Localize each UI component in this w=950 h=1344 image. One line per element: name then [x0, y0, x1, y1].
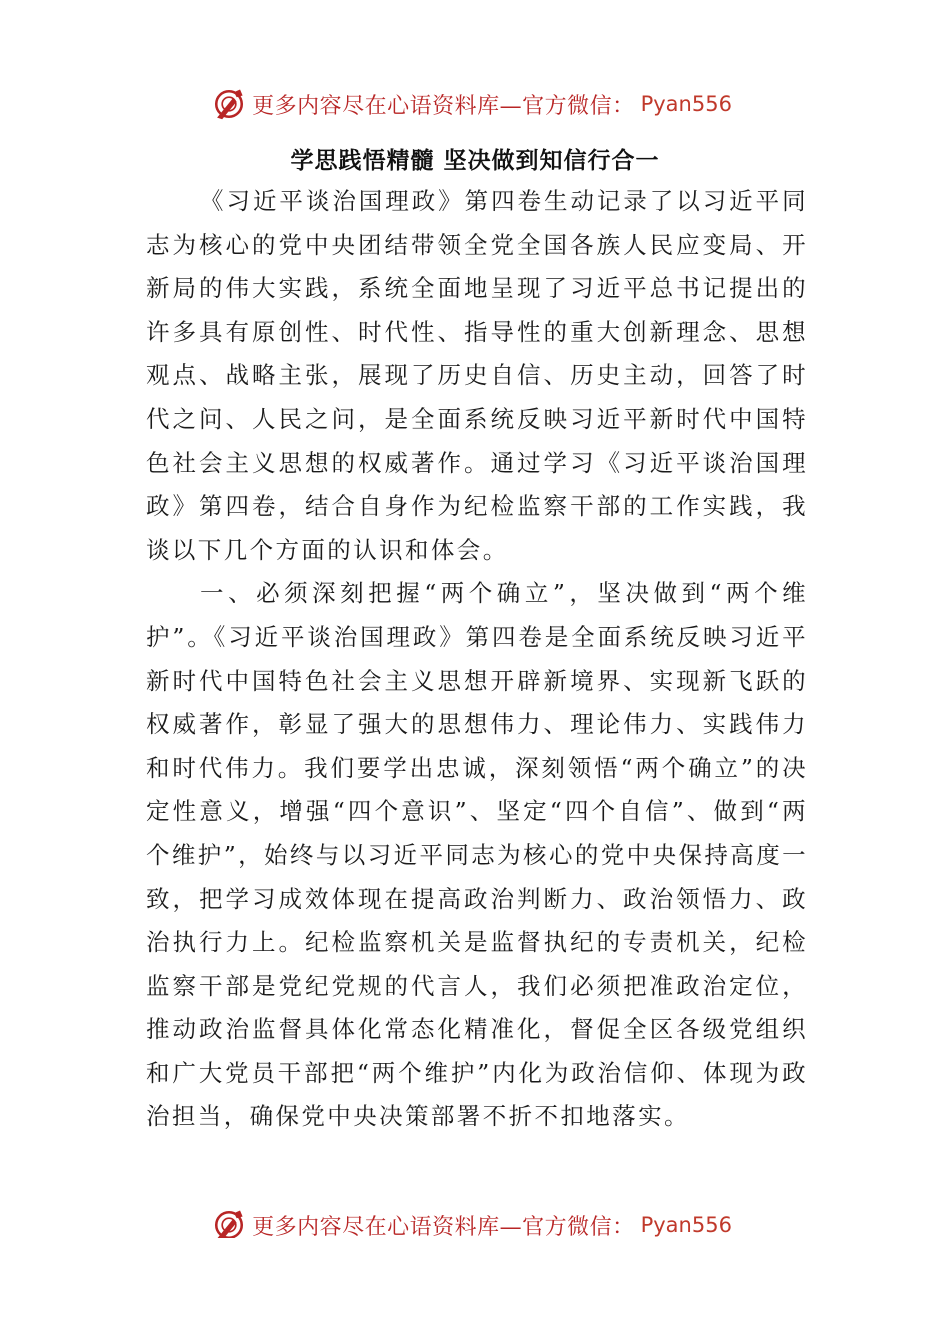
document-body: [146, 180, 808, 1139]
paragraph-section-one: 一、必须深刻把握“两个确立”，坚决做到“两个维护”。《习近平谈治国理政》第四卷是全面系统反映习近平新时代中国特色社会主义思想开辟新境界、实现新飞跃的权威著作，彰显了强大的思想伟力、理论伟力、实践伟力和时代伟力。我们要学出忠诚，深刻领悟“两个确立”的决定性意义，增强“四个意识”、坚定“四个自信”、做到“两个维护”，始终与以习近平同志为核心的党中央保持高度一致，把学习成效体现在提高政治判断力、政治领悟力、政治执行力上。纪检监察机关是监督执纪的专责机关，纪检监察干部是党纪党规的代言人，我们必须把准政治定位，推动政治监督具体化常态化精准化，督促全区各级党组织和广大党员干部把“两个维护”内化为政治信仰、体现为政治担当，确保党中央决策部署不折不扣地落实。: [146, 579, 808, 1131]
pen-logo-icon: [212, 87, 246, 121]
watermark-text: 更多内容尽在心语资料库—官方微信：: [252, 93, 635, 119]
paragraph-intro: 《习近平谈治国理政》第四卷生动记录了以习近平同志为核心的党中央团结带领全党全国各族人民应变局、开新局的伟大实践，系统全面地呈现了习近平总书记提出的许多具有原创性、时代性、指导性的重大创新理念、思想观点、战略主张，展现了历史自信、历史主动，回答了时代之问、人民之问，是全面系统反映习近平新时代中国特色社会主义思想的权威著作。通过学习《习近平谈治国理政》第四卷，结合自身作为纪检监察干部的工作实践，我谈以下几个方面的认识和体会。: [146, 187, 808, 564]
watermark-text: 更多内容尽在心语资料库—官方微信：: [252, 1214, 635, 1238]
watermark-wechat-id: Pyan556: [640, 92, 732, 116]
document-title: 学思践悟精髓 坚决做到知信行合一: [290, 148, 660, 174]
watermark-wechat-id: Pyan556: [640, 1213, 732, 1237]
pen-logo-icon: [212, 1208, 246, 1238]
watermark-footer: [0, 1202, 950, 1238]
watermark-header: [0, 82, 950, 126]
